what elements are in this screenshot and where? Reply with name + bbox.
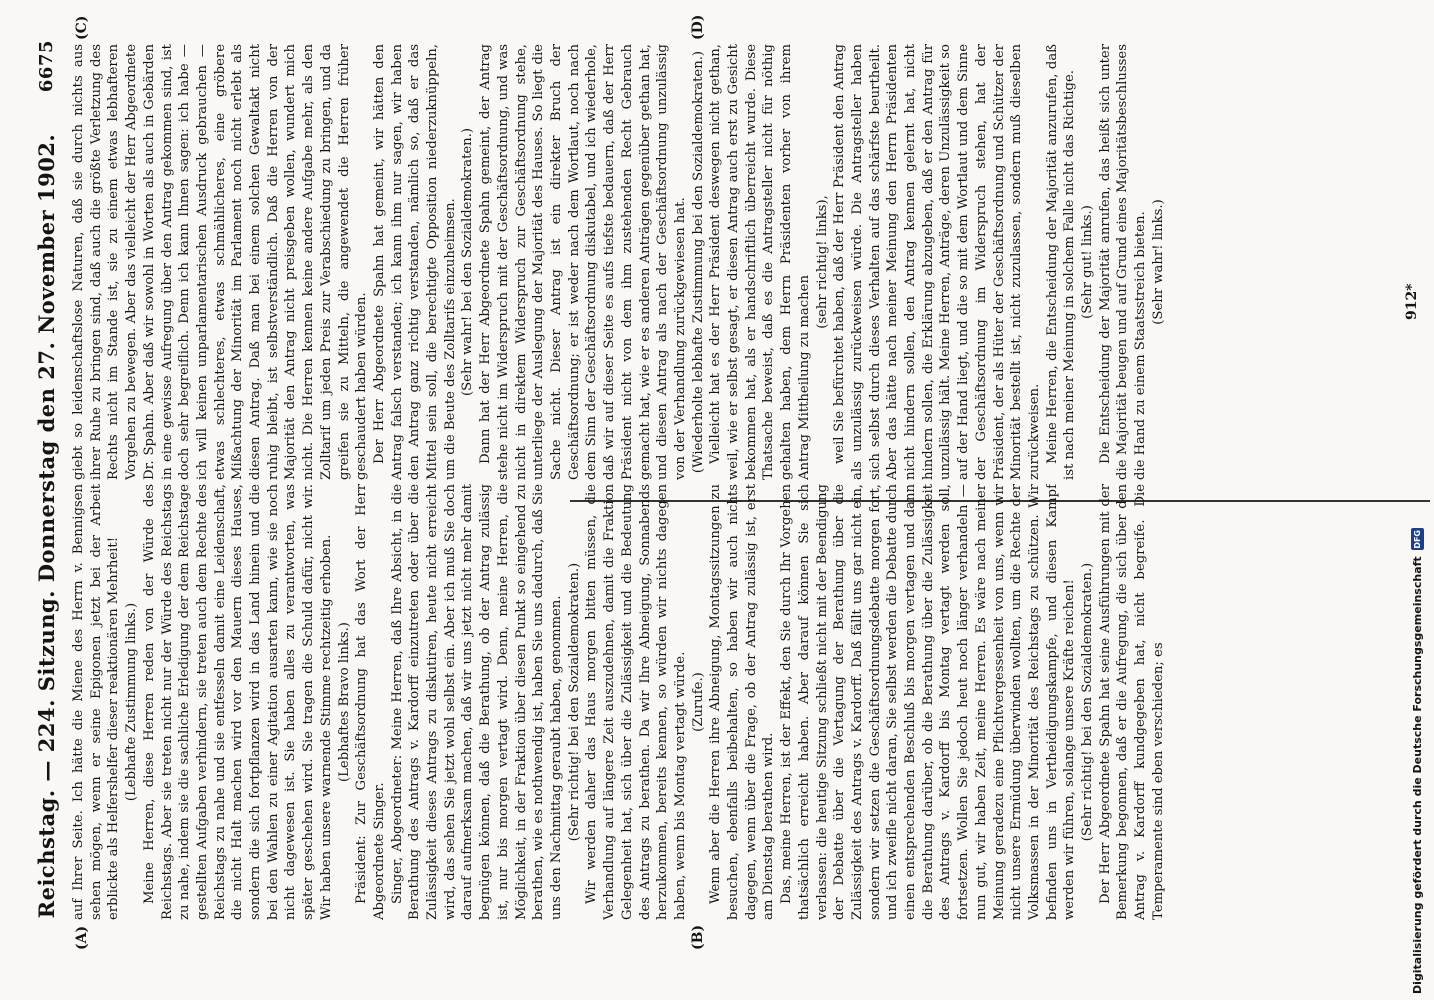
- paragraph: Wenn aber die Herren ihre Abneigung, Montagssitzungen zu besuchen, ebenfalls beibehalten, so haben wir auch nichts dagegen, wenn über die Frage, ob der Antrag zulässig ist, erst am Dienstag berathen wird.: [708, 484, 777, 920]
- margin-marker-c: (C): [74, 15, 90, 40]
- paragraph: Präsident: Zur Geschäftsordnung hat das Wort der Herr Abgeordnete Singer.: [354, 484, 387, 920]
- margin-marker-a: (A): [74, 925, 90, 950]
- credit-text: Digitalisierung gefördert durch die Deutsche Forschungsgemeinschaft: [1410, 556, 1424, 994]
- paragraph: (Lebhaftes Bravo links.): [336, 622, 352, 782]
- dfg-logo: DFG: [1412, 530, 1422, 549]
- paragraph: (Sehr wahr! links.): [1150, 199, 1166, 325]
- paragraph: Vielleicht hat es der Herr Präsident deswegen nicht gethan, weil, wie er selbst gesagt, er diesen Antrag auch erst zu Gesicht bekommen hat, als er handschriftlich überreicht wurde. Diese Thatsache beweist, daß es die Antragsteller nicht für nöthig gehalten haben, dem Herrn Präsidenten vorher von ihrem Antrag Mittheilung zu machen: [708, 44, 812, 480]
- page-header: [28, 40, 64, 960]
- paragraph: Meine Herren, die Entscheidung der Majorität anzurufen, daß ist nach meiner Meinung in solchem Falle nicht das Richtige.: [1044, 44, 1078, 480]
- paragraph: Wir werden daher das Haus morgen bitten müssen, die Verhandlung auf längere Zeit auszudehnen, damit die Fraktion Gelegenheit hat, sich über die Zulässigkeit und die Bedeutung des Antrags zu berathen. Da wir Ihre Abneigung, Sonnabends herzukommen, bereits kennen, so würden wir nichts dagegen haben, wenn bis Montag vertagt würde.: [584, 484, 688, 920]
- paragraph: (Zurufe.): [690, 672, 706, 732]
- margin-marker-d: (D): [690, 14, 706, 40]
- right-column: [70, 44, 1415, 480]
- footer-sheet-number: 912*: [1404, 283, 1420, 320]
- header-title: Reichstag. — 224. Sitzung. Donnerstag den 27. November 1902.: [33, 133, 59, 919]
- margin-marker-b: (B): [690, 924, 706, 950]
- paragraph: giebt so leidenschaftslose Naturen, daß sie durch nichts aus ihrer Ruhe zu bringen sind, daß auch die größte Verletzung des Rechts nicht im Stande ist, sie zu einem etwas lebhafteren Vorgehen zu bewegen. Aber das vielleicht der Herr Abgeordnete Dr. Spahn. Aber daß wir sowohl in Worten als auch in Gebärden in eine gewisse Aufregung über den Antrag gekommen sind, ist doch sehr begreiflich. Denn ich kann Ihnen sagen: ich habe — ich will keinen unparlamentarischen Ausdruck gebrauchen — etwas schlechteres, etwas schmählicheres, eine gröbere Mißachtung der Minorität im Parlament noch nicht erlebt als diesen Antrag. Daß man bei einem solchen Gewaltakt nicht ruhig bleibt, ist selbstverständlich. Daß die Herren von der Majorität den Antrag nicht preisgeben wollen, wundert mich nicht. Die Herren kennen keine andere Aufgabe mehr, als den Zolltarif um jeden Preis zur Verabschiedung zu bringen, und da greifen sie zu Mitteln, die angewendet die Herren früher geschaudert haben würden.: [71, 44, 370, 480]
- paragraph: (Wiederholte lebhafte Zustimmung bei den Sozialdemokraten.): [690, 50, 706, 474]
- paragraph: Meine Herren, diese Herren reden von der Würde des Reichstags. Aber sie treten nicht nur der Würde des Reichstags zu nahe, indem sie die sachliche Erledigung der dem Reichstage gestellten Aufgaben verhindern, sie treten auch dem Rechte des Reichstags zu nahe und sie entfesseln damit eine Leidenschaft, die nicht Halt machen wird vor den Mauern dieses Hauses, sondern die sich fortpflanzen wird in das Land hinein und die bei den Wahlen zu einer Agitation ausarten kann, wie sie noch nicht dagewesen ist. Sie haben alles zu verantworten, was später geschehen wird. Sie tragen die Schuld dafür, nicht wir. Wir haben unsere warnende Stimme rechtzeitig erhoben.: [141, 484, 334, 920]
- paragraph: Der Herr Abgeordnete Spahn hat gemeint, wir hätten den Antrag falsch verstanden; ich kann ihm nur sagen, wir haben den Antrag ganz richtig verstanden, nämlich so, daß er das Mittel sein soll, die berechtigte Opposition niederzuknüppeln, um die Beute des Zolltarifs einzuheimsen.: [371, 44, 458, 480]
- paragraph: Dann hat der Herr Abgeordnete Spahn gemeint, der Antrag stehe nicht im Widerspruch mit der Geschäftsordnung, und was nicht in direktem Widerspruch zur Geschäftsordnung stehe, unterliege der Auslegung der Majorität des Hauses. So liegt die Sache nicht. Dieser Antrag ist ein direkter Bruch der Geschäftsordnung; er ist weder nach dem Wortlaut, noch nach dem Sinn der Geschäftsordnung diskutabel, und ich wiederhole, daß wir auf dieser Seite es aufs tiefste bedauern, daß der Herr Präsident nicht von dem ihm zustehenden Recht Gebrauch gemacht hat, wie er es anderen Anträgen gegenüber gethan hat, und diesen Antrag als nach der Geschäftsordnung unzulässig von der Verhandlung zurückgewiesen hat.: [478, 44, 688, 480]
- paragraph: Der Herr Abgeordnete Spahn hat seine Ausführungen mit der Bemerkung begonnen, daß er die Aufregung, die sich über den Antrag v. Kardorff kundgegeben hat, nicht begreife. Die Temperamente sind eben verschieden; es: [1097, 484, 1166, 920]
- paragraph: (Sehr gut! links.): [1080, 205, 1096, 319]
- paragraph: (Lebhafte Zustimmung links.): [124, 602, 140, 802]
- paragraph: (Sehr richtig! bei den Sozialdemokraten.): [566, 562, 582, 842]
- paragraph: auf Ihrer Seite. Ich hätte die Miene des Herrn v. Bennigsen sehen mögen, wenn er seine Epigonen jetzt bei der Arbeit erblickte als Helfershelfer dieser reaktionären Mehrheit!: [71, 484, 122, 920]
- page-number: 6675: [35, 40, 57, 93]
- paragraph: (Sehr richtig! bei den Sozialdemokraten.): [1080, 562, 1096, 842]
- paragraph: (sehr richtig! links),: [814, 195, 830, 329]
- paragraph: (Sehr wahr! bei den Sozialdemokraten.): [460, 128, 476, 396]
- left-column: [70, 484, 1415, 920]
- paragraph: Singer, Abgeordneter: Meine Herren, daß Ihre Absicht, in die Berathung des Antrags v. Kardorff einzutreten oder über die Zulässigkeit dieses Antrags zu diskutiren, heute nicht erreicht wird, das sehen Sie jetzt wohl selbst ein. Aber ich muß Sie doch darauf aufmerksam machen, daß wir uns jetzt nicht mehr damit begnügen können, daß die Berathung, ob der Antrag zulässig ist, nur bis morgen vertagt wird. Denn, meine Herren, die Möglichkeit, in der Fraktion über diesen Punkt so eingehend zu berathen, wie es nothwendig ist, haben Sie uns dadurch, daß Sie uns den Nachmittag geraubt haben, genommen.: [389, 484, 564, 920]
- paragraph: weil Sie befürchtet haben, daß der Herr Präsident den Antrag als unzulässig zurückweisen würde. Die Antragsteller haben sich selbst durch dieses Verhalten auf das schärfste beurtheilt. Aber das hätte nach meiner Meinung den Herrn Präsidenten nicht hindern sollen, den Antrag kennen gelernt hat, nicht hindern sollen, die Erklärung abzugeben, daß er den Antrag für unzulässig hält. Meine Herren, Anträge, deren Unzulässigkeit so auf der Hand liegt, und die so mit dem Wortlaut und dem Sinne der Geschäftsordnung im Widerspruch stehen, hat der Präsident, der als Hüter der Geschäftsordnung und Schützer der Minorität bestellt ist, nicht zuzulassen, sondern muß dieselben zurückweisen.: [832, 44, 1042, 480]
- paragraph: Das, meine Herren, ist der Effekt, den Sie durch Ihr Vorgehen thatsächlich erreicht haben. Aber darauf können Sie sich verlassen: die heutige Sitzung schließt nicht mit der Beendigung der Debatte über die Vertagung der Berathung über die Zulässigkeit des Antrags v. Kardorff. Daß fällt uns gar nicht ein, sondern wir setzen die Geschäftsordnungsdebatte morgen fort, und ich zweifle nicht daran, Sie selbst werden die Debatte durch einen entsprechenden Beschluß bis morgen vertagen und dann die Berathung darüber, ob die Berathung über die Zulässigkeit des Antrags v. Kardorff bis Montag vertagt werden soll, fortsetzen. Wollen Sie jedoch heut noch länger verhandeln — nun gut, wir haben Zeit, meine Herren. Es wäre nach meiner Meinung geradezu eine Pflichtvergessenheit von uns, wenn wir nicht unsere Ermüdung überwinden wollten, um die Rechte der Volksmassen in der Minorität des Reichstags zu schützen. Wir befinden uns in Vertheidigungskampfe, und diesen Kampf werden wir führen, solange unsere Kräfte reichen!: [779, 484, 1078, 920]
- paragraph: Die Entscheidung der Majorität anrufen, das heißt sich unter die Majorität beugen und auf Grund eines Majoritätsbeschlusses die Hand zu einem Staatsstreich bieten.: [1097, 44, 1149, 480]
- digitization-credit: [1408, 0, 1426, 1000]
